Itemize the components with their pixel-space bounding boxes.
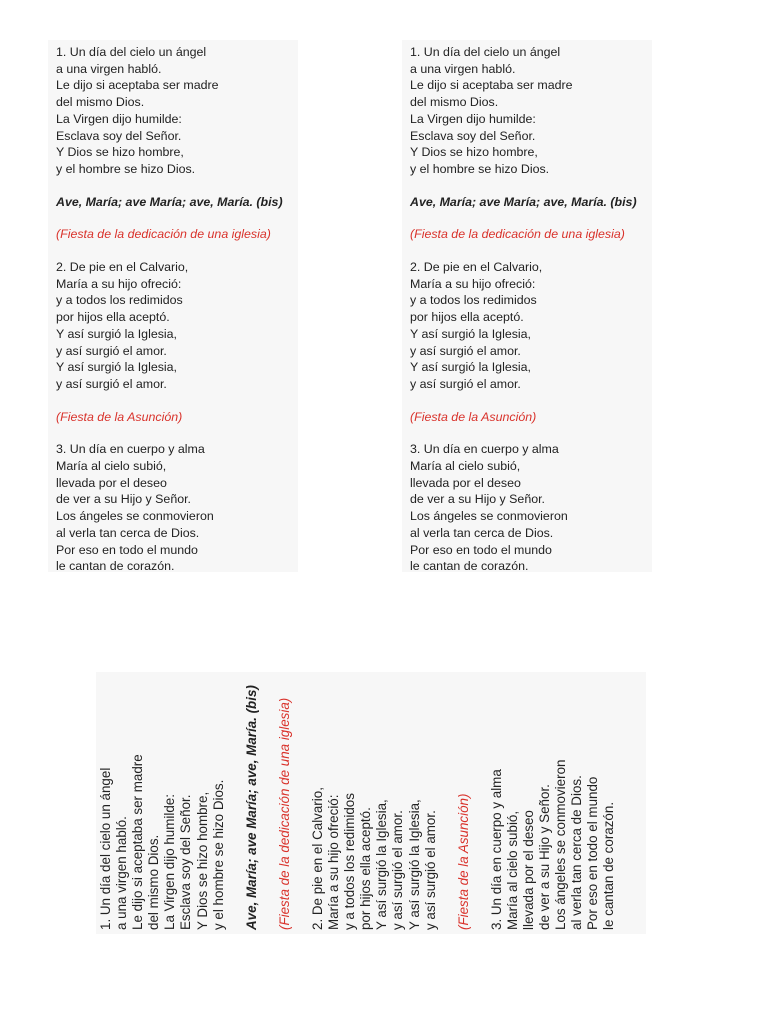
stanza-1: [56, 44, 290, 178]
lyric-line: Esclava soy del Señor.: [178, 794, 194, 930]
lyric-line: a una virgen habló.: [410, 61, 516, 76]
lyric-line: y el hombre se hizo Dios.: [56, 161, 196, 176]
lyric-line: María a su hijo ofreció:: [410, 276, 536, 291]
lyric-line: por hijos ella aceptó.: [410, 310, 524, 325]
lyric-line: María al cielo subió,: [504, 810, 520, 930]
lyric-line: y el hombre se hizo Dios.: [210, 779, 226, 930]
lyrics-panel-rotated: [96, 672, 646, 934]
lyric-line: del mismo Dios.: [410, 95, 499, 110]
lyric-line: 1. Un día del cielo un ángel: [98, 767, 113, 930]
lyric-line: 2. De pie en el Calvario,: [56, 260, 189, 275]
lyric-line: Por eso en todo el mundo: [410, 542, 552, 557]
lyric-line: María al cielo subió,: [56, 459, 167, 474]
stanza-3: [56, 441, 290, 575]
lyric-line: Por eso en todo el mundo: [585, 776, 601, 930]
lyric-line: María al cielo subió,: [410, 459, 521, 474]
lyrics-panel-left: [48, 40, 298, 572]
lyric-line: La Virgen dijo humilde:: [56, 111, 182, 126]
lyric-line: La Virgen dijo humilde:: [410, 111, 536, 126]
stanza-2: [410, 259, 644, 393]
lyric-line: La Virgen dijo humilde:: [162, 794, 178, 930]
chorus-line: Ave, María; ave María; ave, María. (bis): [243, 685, 259, 930]
lyric-line: y a todos los redimidos: [410, 293, 537, 308]
feast-note-dedication: (Fiesta de la dedicación de una iglesia): [56, 227, 271, 242]
lyric-line: a una virgen habló.: [114, 816, 130, 930]
lyric-line: y así surgió el amor.: [56, 376, 167, 391]
feast-note-assumption: (Fiesta de la Asunción): [410, 409, 537, 424]
lyric-line: 3. Un día en cuerpo y alma: [410, 442, 559, 457]
stanza-1: [98, 672, 227, 930]
lyric-line: 1. Un día del cielo un ángel: [56, 45, 207, 59]
lyric-line: al verla tan cerca de Dios.: [410, 525, 554, 540]
lyric-line: llevada por el deseo: [520, 810, 536, 930]
lyric-line: del mismo Dios.: [146, 834, 162, 930]
feast-note-assumption: (Fiesta de la Asunción): [455, 793, 471, 930]
stanza-3: [410, 441, 644, 575]
lyric-line: Los ángeles se conmovieron: [56, 509, 214, 524]
lyric-line: y a todos los redimidos: [56, 293, 183, 308]
lyrics-sheet: [96, 672, 618, 930]
lyric-line: al verla tan cerca de Dios.: [569, 775, 585, 930]
lyric-line: Le dijo si aceptaba ser madre: [410, 78, 573, 93]
lyric-line: llevada por el deseo: [410, 475, 521, 490]
stanza-3: [489, 672, 618, 930]
lyric-line: 3. Un día en cuerpo y alma: [488, 769, 504, 930]
lyric-line: llevada por el deseo: [56, 475, 167, 490]
lyric-line: Y así surgió la Iglesia,: [374, 799, 390, 930]
chorus-line: Ave, María; ave María; ave, María. (bis): [56, 194, 283, 209]
lyric-line: 2. De pie en el Calvario,: [410, 260, 543, 275]
lyric-line: Esclava soy del Señor.: [410, 128, 536, 143]
lyric-line: y así surgió el amor.: [56, 343, 167, 358]
lyric-line: le cantan de corazón.: [56, 559, 175, 574]
lyric-line: Le dijo si aceptaba ser madre: [130, 754, 146, 930]
lyric-line: al verla tan cerca de Dios.: [56, 525, 200, 540]
feast-note-dedication: (Fiesta de la dedicación de una iglesia): [276, 697, 292, 930]
lyric-line: Y Dios se hizo hombre,: [56, 145, 184, 160]
lyrics-sheet: [410, 44, 644, 575]
lyric-line: Y así surgió la Iglesia,: [56, 326, 177, 341]
lyric-line: por hijos ella aceptó.: [358, 807, 374, 930]
lyric-line: a una virgen habló.: [56, 61, 162, 76]
stanza-2: [310, 672, 439, 930]
feast-note-dedication: (Fiesta de la dedicación de una iglesia): [410, 227, 625, 242]
lyric-line: y así surgió el amor.: [422, 810, 438, 930]
lyric-line: y el hombre se hizo Dios.: [410, 161, 550, 176]
lyric-line: de ver a su Hijo y Señor.: [537, 784, 553, 930]
lyric-line: y así surgió el amor.: [410, 343, 521, 358]
lyric-line: le cantan de corazón.: [410, 559, 529, 574]
lyric-line: y a todos los redimidos: [342, 793, 358, 930]
lyric-line: María a su hijo ofreció:: [56, 276, 182, 291]
lyric-line: por hijos ella aceptó.: [56, 310, 170, 325]
lyric-line: le cantan de corazón.: [601, 801, 617, 930]
lyric-line: de ver a su Hijo y Señor.: [410, 492, 545, 507]
lyric-line: Le dijo si aceptaba ser madre: [56, 78, 219, 93]
lyric-line: 2. De pie en el Calvario,: [309, 787, 325, 930]
lyric-line: Esclava soy del Señor.: [56, 128, 182, 143]
lyric-line: Y así surgió la Iglesia,: [410, 326, 531, 341]
lyric-line: y así surgió el amor.: [410, 376, 521, 391]
chorus-line: Ave, María; ave María; ave, María. (bis): [410, 194, 637, 209]
lyric-line: 3. Un día en cuerpo y alma: [56, 442, 205, 457]
lyric-line: de ver a su Hijo y Señor.: [56, 492, 191, 507]
lyric-line: Y así surgió la Iglesia,: [406, 799, 422, 930]
lyric-line: del mismo Dios.: [56, 95, 145, 110]
lyric-line: Y así surgió la Iglesia,: [410, 360, 531, 375]
lyric-line: María a su hijo ofreció:: [326, 794, 342, 930]
lyric-line: 1. Un día del cielo un ángel: [410, 45, 561, 59]
lyric-line: Los ángeles se conmovieron: [553, 759, 569, 930]
lyrics-panel-right: [402, 40, 652, 572]
stanza-1: [410, 44, 644, 178]
feast-note-assumption: (Fiesta de la Asunción): [56, 409, 183, 424]
lyric-line: Y así surgió la Iglesia,: [56, 360, 177, 375]
lyric-line: y así surgió el amor.: [390, 810, 406, 930]
lyrics-sheet: [56, 44, 290, 575]
lyric-line: Y Dios se hizo hombre,: [194, 791, 210, 930]
lyric-line: Y Dios se hizo hombre,: [410, 145, 538, 160]
lyric-line: Por eso en todo el mundo: [56, 542, 198, 557]
stanza-2: [56, 259, 290, 393]
lyric-line: Los ángeles se conmovieron: [410, 509, 568, 524]
rotated-content: [96, 672, 646, 934]
